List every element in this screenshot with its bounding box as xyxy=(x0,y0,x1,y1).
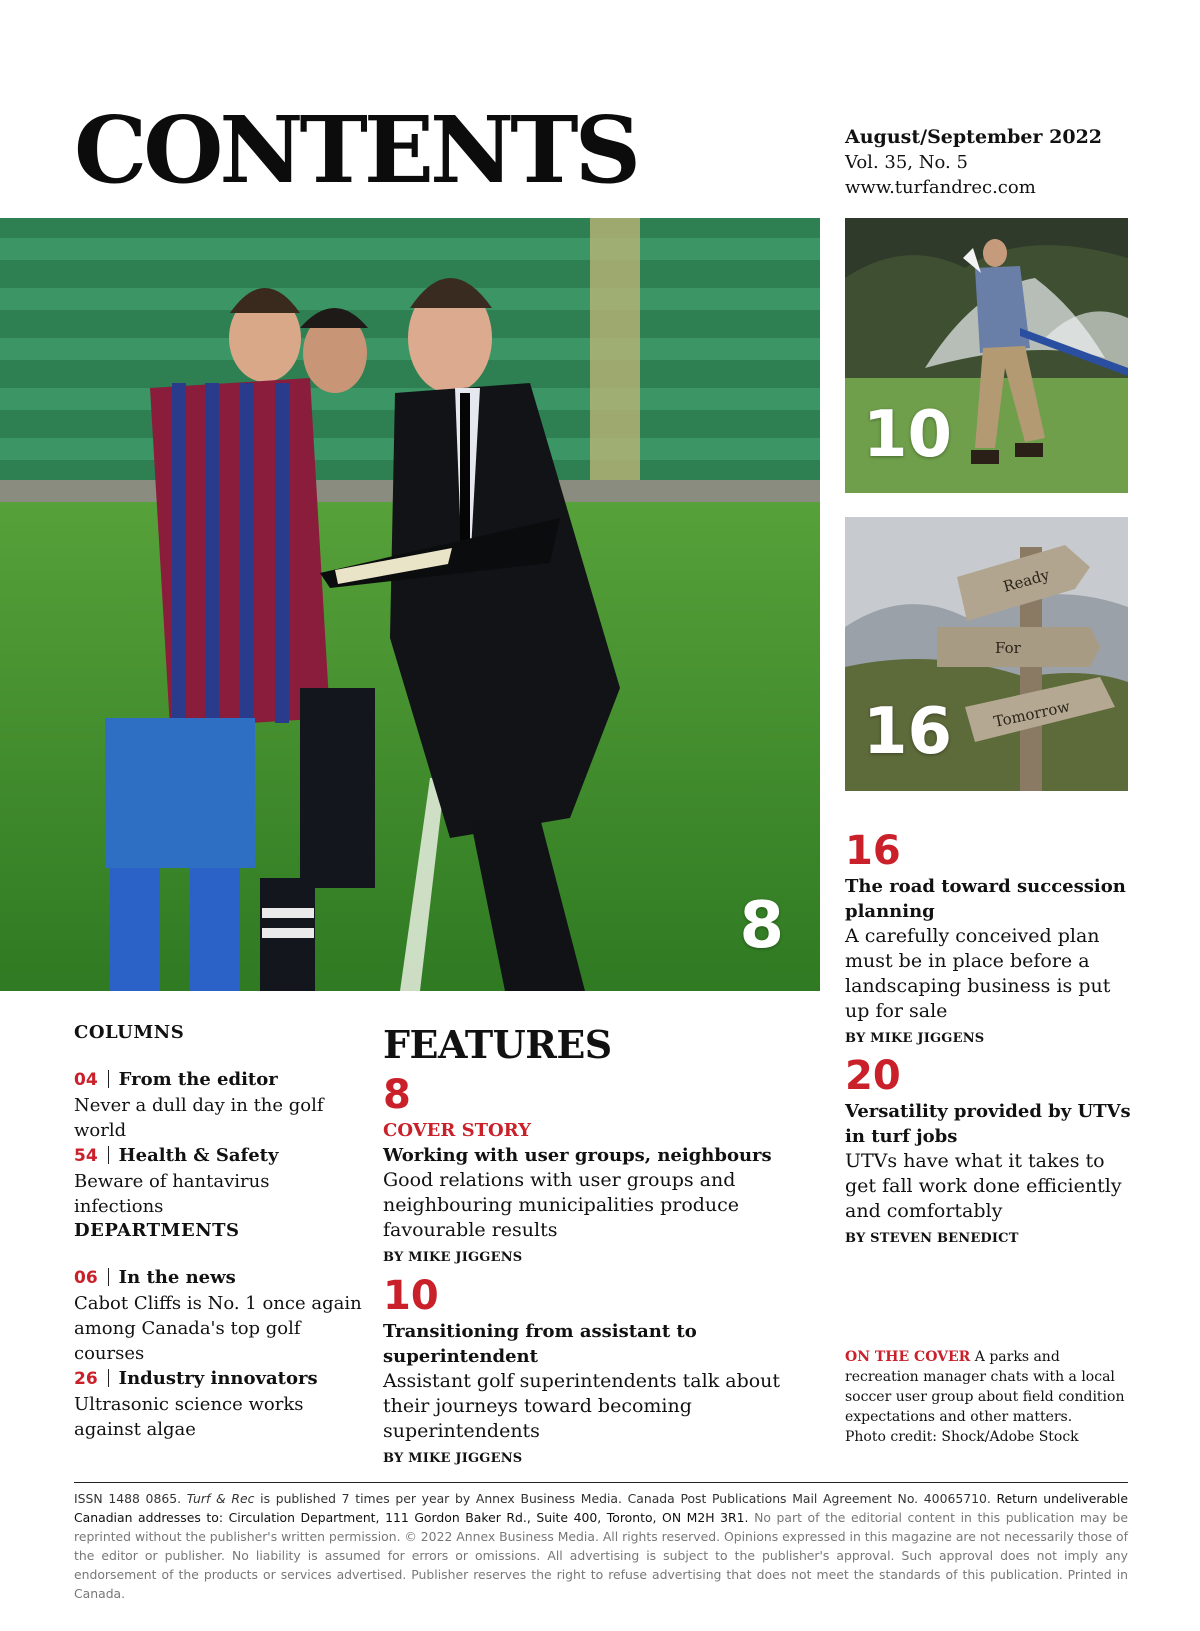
cover-page-number: 8 xyxy=(739,889,784,963)
item-name: From the editor xyxy=(118,1069,278,1090)
list-item[interactable] xyxy=(74,1143,364,1219)
item-text: Ultrasonic science works against algae xyxy=(74,1394,304,1440)
item-name: Industry innovators xyxy=(118,1368,318,1389)
feature-16[interactable] xyxy=(845,828,1135,1048)
issue-website[interactable]: www.turfandrec.com xyxy=(845,177,1036,198)
sign-word-tomorrow: Tomorrow xyxy=(992,697,1072,731)
item-page-number: 04 xyxy=(74,1070,98,1090)
feature-thumbnail-10[interactable] xyxy=(845,218,1128,493)
divider xyxy=(108,1070,109,1088)
list-item[interactable] xyxy=(74,1265,364,1366)
on-the-cover-note xyxy=(845,1347,1125,1447)
return-address: Return undeliverable Canadian addresses to: Circulation Department, 111 Gordon Baker Rd., Suite 400, Toronto, ON M2H 3R1. xyxy=(74,1491,1128,1525)
sign-word-for: For xyxy=(995,639,1021,657)
item-page-number: 06 xyxy=(74,1268,98,1288)
feature-10[interactable] xyxy=(383,1273,813,1468)
publication-name: Turf & Rec xyxy=(186,1491,255,1506)
feature-page-number: 20 xyxy=(845,1053,901,1099)
feature-headline[interactable]: Versatility provided by UTVs in turf jobs xyxy=(845,1101,1131,1147)
thumbnail-page-number-16: 16 xyxy=(863,695,953,769)
item-page-number: 54 xyxy=(74,1146,98,1166)
issue-volume: Vol. 35, No. 5 xyxy=(845,152,968,173)
feature-headline[interactable]: Working with user groups, neighbours xyxy=(383,1145,772,1166)
divider xyxy=(108,1268,109,1286)
feature-description: UTVs have what it takes to get fall work done efficiently and comfortably xyxy=(845,1150,1122,1222)
on-the-cover-text: A parks and recreation manager chats with a local soccer user group about field condition expectations and other matters. xyxy=(845,1349,1125,1425)
divider xyxy=(108,1369,109,1387)
feature-page-number: 16 xyxy=(845,828,901,874)
feature-page-number: 10 xyxy=(383,1273,439,1319)
item-name: Health & Safety xyxy=(118,1145,279,1166)
issue-date: August/September 2022 xyxy=(845,126,1103,148)
features-heading: FEATURES xyxy=(383,1022,612,1067)
departments-heading: DEPARTMENTS xyxy=(74,1220,240,1241)
feature-byline: BY MIKE JIGGENS xyxy=(383,1250,523,1265)
feature-description: A carefully conceived plan must be in place before a landscaping business is put up for sale xyxy=(845,925,1111,1022)
thumbnail-page-number-10: 10 xyxy=(863,398,953,472)
item-name: In the news xyxy=(118,1267,236,1288)
cover-story-label: COVER STORY xyxy=(383,1120,531,1141)
feature-20[interactable] xyxy=(845,1053,1135,1248)
columns-section xyxy=(74,1022,364,1219)
photo-credit: Photo credit: Shock/Adobe Stock xyxy=(845,1429,1079,1445)
feature-8[interactable] xyxy=(383,1072,813,1267)
divider xyxy=(108,1146,109,1164)
page-title: CONTENTS xyxy=(74,96,638,204)
feature-byline: BY MIKE JIGGENS xyxy=(845,1031,985,1046)
feature-page-number: 8 xyxy=(383,1072,411,1118)
sign-word-ready: Ready xyxy=(1001,565,1052,596)
publication-footer xyxy=(74,1482,1128,1603)
issue-info xyxy=(845,125,1175,200)
item-text: Cabot Cliffs is No. 1 once again among Canada's top golf courses xyxy=(74,1293,362,1364)
item-page-number: 26 xyxy=(74,1369,98,1389)
feature-thumbnail-16[interactable] xyxy=(845,517,1128,791)
feature-byline: BY MIKE JIGGENS xyxy=(383,1451,523,1466)
columns-heading: COLUMNS xyxy=(74,1022,185,1043)
feature-headline[interactable]: The road toward succession planning xyxy=(845,876,1126,922)
feature-description: Assistant golf superintendents talk about their journeys toward becoming superintendents xyxy=(383,1370,781,1442)
feature-description: Good relations with user groups and neighbouring municipalities produce favourable results xyxy=(383,1169,740,1241)
cover-photo[interactable] xyxy=(0,218,820,991)
soccer-meeting-illustration xyxy=(0,218,820,991)
feature-headline[interactable]: Transitioning from assistant to superintendent xyxy=(383,1321,697,1367)
issn: ISSN 1488 0865. xyxy=(74,1491,182,1506)
on-the-cover-label: ON THE COVER xyxy=(845,1349,971,1365)
rights-notice: No part of the editorial content in this publication may be reprinted without the publisher's written permission. © 2022 Annex Business Media. All rights reserved. Opinions expressed in this magazine are not necessarily those of the editor or publisher. No liability is assumed for errors or omissions. All advertising is subject to the publisher's approval. Such approval does not imply any endorsement of the products or services advertised. Publisher reserves the right to refuse advertising that does not meet the standards of this publication. Printed in Canada. xyxy=(74,1510,1128,1601)
departments-section xyxy=(74,1220,364,1442)
item-text: Never a dull day in the golf world xyxy=(74,1095,324,1141)
list-item[interactable] xyxy=(74,1366,364,1442)
publication-info: is published 7 times per year by Annex Business Media. Canada Post Publications Mail Agreement No. 40065710. xyxy=(260,1491,991,1506)
feature-byline: BY STEVEN BENEDICT xyxy=(845,1231,1019,1246)
list-item[interactable] xyxy=(74,1067,364,1143)
item-text: Beware of hantavirus infections xyxy=(74,1171,270,1217)
